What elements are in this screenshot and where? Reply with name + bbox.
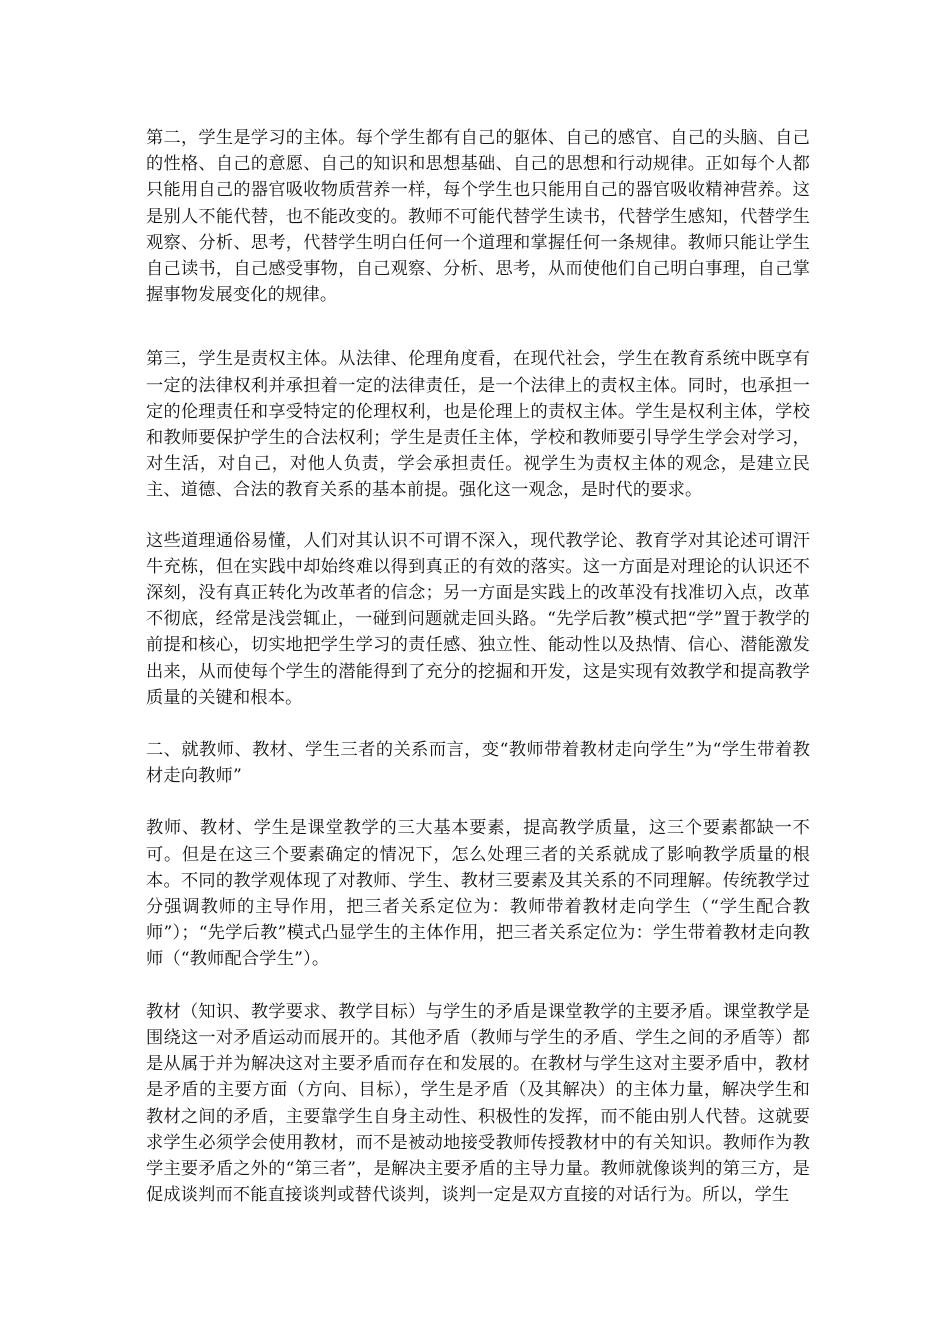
paragraph-practice-implementation: 这些道理通俗易懂，人们对其认识不可谓不深入，现代教学论、教育学对其论述可谓汗牛充栋，但在实践中却始终难以得到真正的有效的落实。这一方面是对理论的认识还不深刻，没有真正转化为改革者的信念；另一方面是实践上的改革没有找准切入点，改革不彻底，经常是浅尝辄止，一碰到问题就走回头路。“先学后教”模式把“学”置于教学的前提和核心，切实地把学生学习的责任感、独立性、能动性以及热情、信心、潜能激发出来，从而使每个学生的潜能得到了充分的挖掘和开发，这是实现有效教学和提高教学质量的关键和根本。: [146, 530, 810, 708]
paragraph-spacer: [146, 789, 810, 815]
paragraph-three-elements: 教师、教材、学生是课堂教学的三大基本要素，提高教学质量，这三个要素都缺一不可。但是在这三个要素确定的情况下，怎么处理三者的关系就成了影响教学质量的根本。不同的教学观体现了对教师、学生、教材三要素及其关系的不同理解。传统教学过分强调教师的主导作用，把三者关系定位为：教师带着教材走向学生（“学生配合教师”）；“先学后教”模式凸显学生的主体作用，把三者关系定位为：学生带着教材走向教师（“教师配合学生”）。: [146, 818, 810, 970]
document-page: [146, 125, 810, 1208]
paragraph-student-responsibility-subject: 第三，学生是责权主体。从法律、伦理角度看，在现代社会，学生在教育系统中既享有一定的法律权利并承担着一定的法律责任，是一个法律上的责权主体。同时，也承担一定的伦理责任和享受特定的伦理权利，也是伦理上的责权主体。学生是权利主体，学校和教师要保护学生的合法权利；学生是责任主体，学校和教师要引导学生学会对学习，对生活，对自己，对他人负责，学会承担责任。视学生为责权主体的观念，是建立民主、道德、合法的教育关系的基本前提。强化这一观念，是时代的要求。: [146, 349, 810, 501]
paragraph-spacer: [146, 504, 810, 528]
paragraph-student-learning-subject: 第二，学生是学习的主体。每个学生都有自己的躯体、自己的感官、自己的头脑、自己的性格、自己的意愿、自己的知识和思想基础、自己的思想和行动规律。正如每个人都只能用自己的器官吸收物质营养一样，每个学生也只能用自己的器官吸收精神营养。这是别人不能代替，也不能改变的。教师不可能代替学生读书，代替学生感知，代替学生观察、分析、思考，代替学生明白任何一个道理和掌握任何一条规律。教师只能让学生自己读书，自己感受事物，自己观察、分析、思考，从而使他们自己明白事理，自己掌握事物发展变化的规律。: [146, 128, 810, 306]
paragraph-spacer: [146, 711, 810, 737]
section-heading-teacher-material-student: 二、就教师、教材、学生三者的关系而言，变“教师带着教材走向学生”为“学生带着教材走向教师”: [146, 740, 810, 787]
paragraph-main-contradiction: 教材（知识、教学要求、教学目标）与学生的矛盾是课堂教学的主要矛盾。课堂教学是围绕这一对矛盾运动而展开的。其他矛盾（教师与学生的矛盾、学生之间的矛盾等）都是从属于并为解决这对主要矛盾而存在和发展的。在教材与学生这对主要矛盾中，教材是矛盾的主要方面（方向、目标），学生是矛盾（及其解决）的主体力量，解决学生和教材之间的矛盾，主要靠学生自身主动性、积极性的发挥，而不能由别人代替。这就要求学生必须学会使用教材，而不是被动地接受教师传授教材中的有关知识。教师作为教学主要矛盾之外的“第三者”，是解决主要矛盾的主导力量。教师就像谈判的第三方，是促成谈判而不能直接谈判或替代谈判，谈判一定是双方直接的对话行为。所以，学生: [146, 1001, 810, 1206]
paragraph-spacer: [146, 308, 810, 346]
paragraph-spacer: [146, 973, 810, 999]
